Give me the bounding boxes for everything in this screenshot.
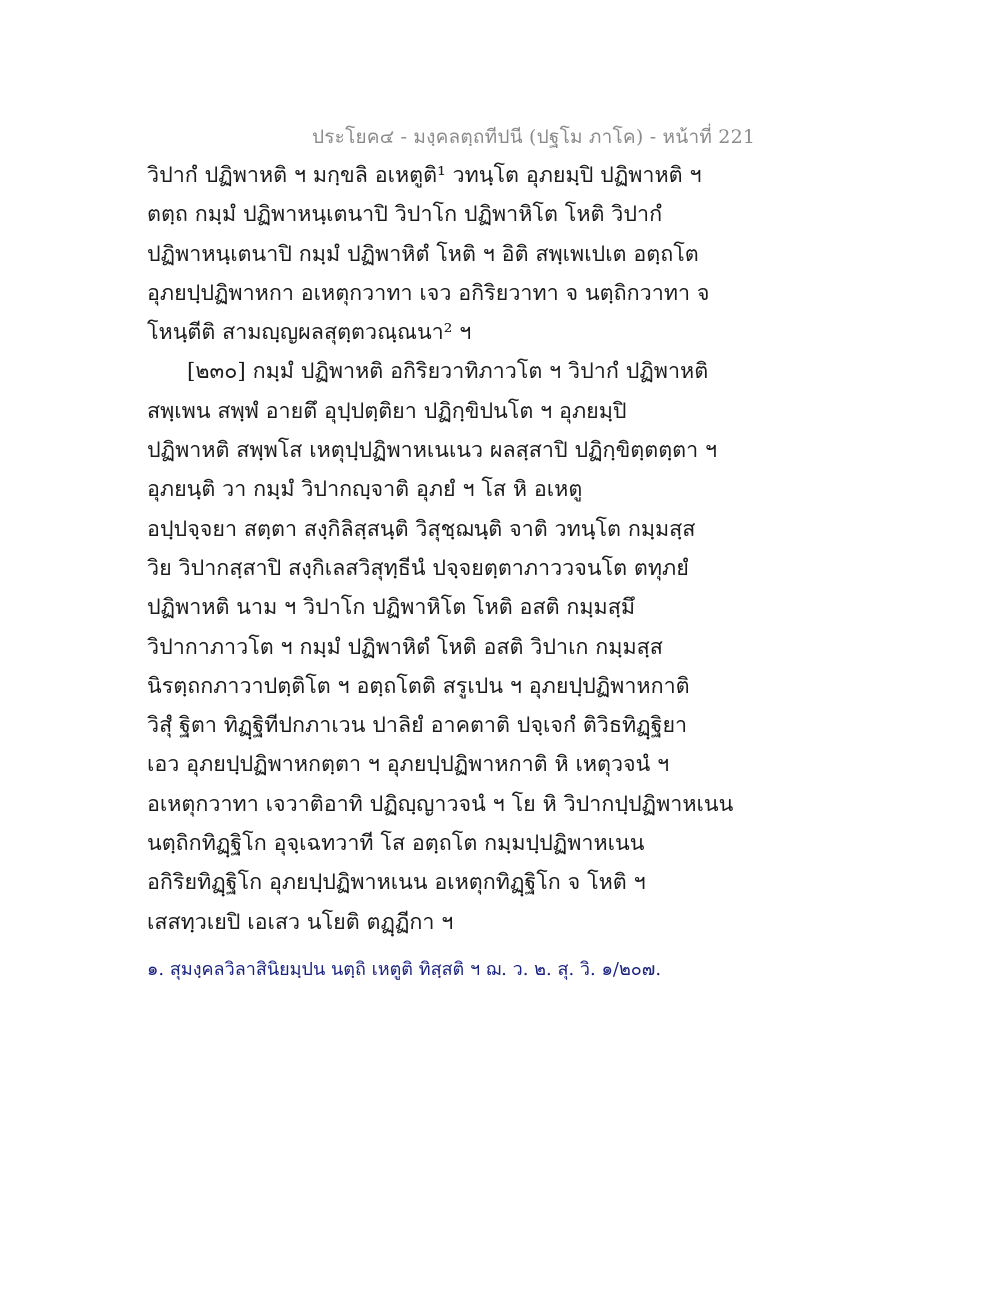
text-line: ตตฺถ กมฺมํ ปฏิพาหนฺเตนาปิ วิปาโก ปฏิพาหิโต โหติ วิปากํ [147, 202, 663, 228]
text-line: อกิริยทิฏฺฐิโก อุภยปฺปฏิพาหเนน อเหตุกทิฏฺฐิโก จ โหติ ฯ [147, 870, 646, 896]
text-line: อุภยนฺติ วา กมฺมํ วิปากญฺจาติ อุภยํ ฯ โส หิ อเหตู [147, 477, 583, 503]
text-line: วิสุํ ฐิตา ทิฏฺฐิทีปกภาเวน ปาลิยํ อาคตาติ ปจฺเจกํ ติวิธทิฏฺฐิยา [147, 713, 688, 739]
text-line: อปฺปจฺจยา สตฺตา สงฺกิลิสฺสนฺติ วิสุชฺฌนฺติ จาติ วทนฺโต กมฺมสฺส [147, 516, 696, 542]
text-line: เอว อุภยปฺปฏิพาหกตฺตา ฯ อุภยปฺปฏิพาหกาติ หิ เหตุวจนํ ฯ [147, 752, 670, 778]
running-head: ประโยค๔ - มงฺคลตฺถทีปนี (ปฐโม ภาโค) - หน้าที่ 221 [312, 126, 756, 148]
paragraph-start-line: [๒๓๐] กมฺมํ ปฏิพาหติ อกิริยวาทิภาวโต ฯ วิปากํ ปฏิพาหติ [187, 359, 709, 385]
text-line: สพฺเพน สพฺพํ อายตึ อุปฺปตฺติยา ปฏิกฺขิปนโต ฯ อุภยมฺปิ [147, 398, 627, 424]
text-line: นตฺถิกทิฏฺฐิโก อุจฺเฉทวาที โส อตฺถโต กมฺมปฺปฏิพาหเนน [147, 831, 645, 857]
text-line: นิรตฺถกภาวาปตฺติโต ฯ อตฺถโตติ สรูเปน ฯ อุภยปฺปฏิพาหกาติ [147, 673, 690, 699]
text-line: วิปากาภาวโต ฯ กมฺมํ ปฏิพาหิตํ โหติ อสติ วิปาเก กมฺมสฺส [147, 634, 663, 660]
text-line: วิปากํ ปฏิพาหติ ฯ มกฺขลิ อเหตูติ¹ วทนฺโต อุภยมฺปิ ปฏิพาหติ ฯ [147, 163, 702, 188]
text-line: วิย วิปากสฺสาปิ สงฺกิเลสวิสุทฺธีนํ ปจฺจยตฺตาภาววจนโต ตทุภยํ [147, 555, 689, 581]
footnote: ๑. สุมงฺคลวิลาสินิยมฺปน นตฺถิ เหตูติ ทิสฺสติ ฯ ฌ. ว. ๒. สุ. วิ. ๑/๒๐๗. [147, 959, 662, 980]
text-line: เสสทฺวเยปิ เอเสว นโยติ ตฏฺฏีกา ฯ [147, 909, 454, 935]
text-line: ปฏิพาหติ สพฺพโส เหตุปฺปฏิพาหเนเนว ผลสฺสาปิ ปฏิกฺขิตฺตตฺตา ฯ [147, 438, 718, 464]
text-line: โหนฺตีติ สามญฺญผลสุตฺตวณฺณนา² ฯ [147, 320, 472, 346]
text-line: ปฏิพาหนฺเตนาปิ กมฺมํ ปฏิพาหิตํ โหติ ฯ อิติ สพฺเพเปเต อตฺถโต [147, 241, 699, 267]
text-line: ปฏิพาหติ นาม ฯ วิปาโก ปฏิพาหิโต โหติ อสติ กมฺมสฺมึ [147, 595, 636, 621]
text-line: อุภยปฺปฏิพาหกา อเหตุกวาทา เจว อกิริยวาทา จ นตฺถิกวาทา จ [147, 280, 710, 306]
text-line: อเหตุกวาทา เจวาติอาทิ ปฏิญฺญาวจนํ ฯ โย หิ วิปากปฺปฏิพาหเนน [147, 791, 734, 817]
body-text [147, 156, 734, 942]
